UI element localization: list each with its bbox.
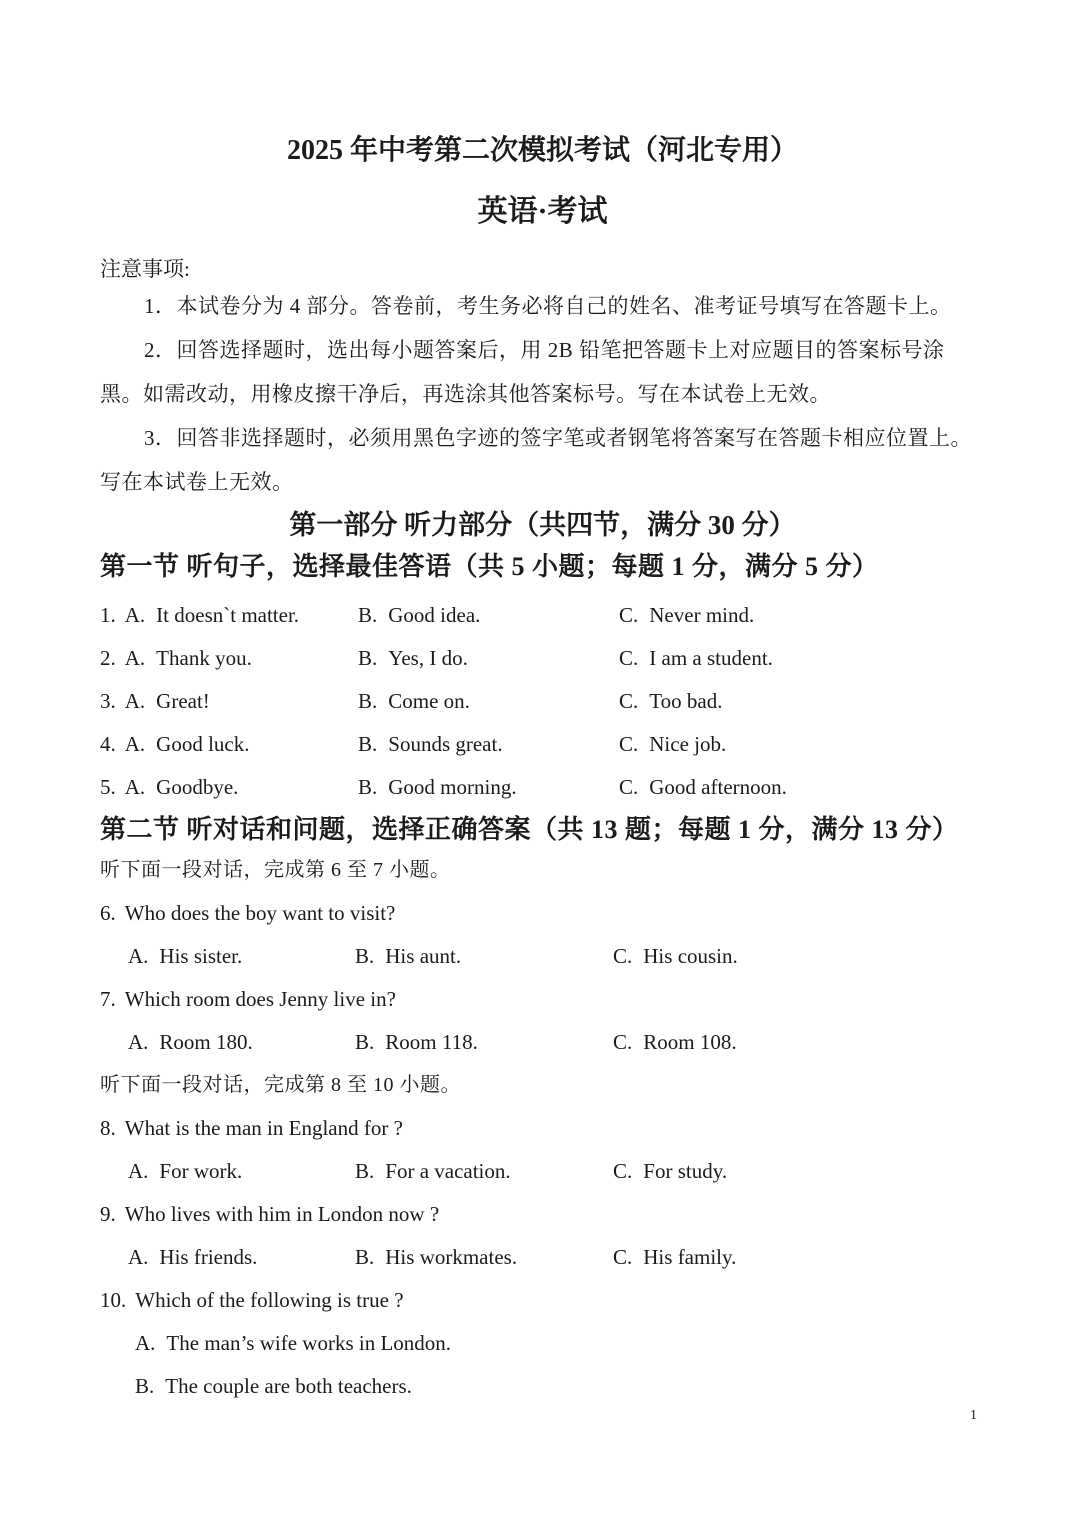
question-3 — [100, 680, 358, 723]
option-text-a: Goodbye. — [156, 775, 239, 799]
option-b — [358, 766, 619, 809]
page-number: 1 — [970, 1408, 977, 1423]
question-number: 1. — [100, 603, 116, 627]
option-text-a: Room 180. — [159, 1030, 253, 1054]
option-label-b: B. — [355, 1030, 375, 1054]
question-number: 5. — [100, 775, 116, 799]
option-label-b: B. — [355, 1245, 375, 1269]
exam-subtitle: 英语·考试 — [477, 195, 608, 228]
option-label-c: C. — [619, 603, 639, 627]
option-label-b: B. — [358, 689, 378, 713]
option-text-c: Good afternoon. — [649, 775, 787, 799]
section1-questions — [100, 594, 985, 809]
option-label-a: A. — [124, 775, 146, 799]
option-text-a: The man’s wife works in London. — [166, 1331, 452, 1355]
listening-instruction-6-7: 听下面一段对话，完成第 6 至 7 小题。 — [100, 859, 451, 881]
option-text-b: For a vacation. — [385, 1159, 511, 1183]
option-label-c: C. — [619, 689, 639, 713]
option-text-c: Never mind. — [649, 603, 755, 627]
option-c — [619, 680, 985, 723]
option-label-b: B. — [355, 944, 375, 968]
notice-item-3: 3．回答非选择题时，必须用黑色字迹的签字笔或者钢笔将答案写在答题卡相应位置上。写在本试卷上无效。 — [100, 426, 972, 494]
option-text-a: It doesn`t matter. — [156, 603, 300, 627]
option-text-b: Yes, I do. — [388, 646, 468, 670]
question-row-4 — [100, 723, 985, 766]
question-10-option-a — [135, 1322, 985, 1365]
option-text-a: For work. — [159, 1159, 243, 1183]
option-label-a: A. — [128, 1159, 149, 1183]
option-label-b: B. — [135, 1374, 155, 1398]
option-label-c: C. — [613, 944, 633, 968]
question-row-5 — [100, 766, 985, 809]
notice-item-1: 1．本试卷分为 4 部分。答卷前，考生务必将自己的姓名、准考证号填写在答题卡上。 — [144, 294, 952, 318]
option-label-c: C. — [619, 646, 639, 670]
question-number: 9. — [100, 1202, 116, 1226]
option-label-a: A. — [128, 944, 149, 968]
option-label-a: A. — [128, 1030, 149, 1054]
option-b — [355, 1021, 613, 1064]
question-number: 10. — [100, 1288, 127, 1312]
question-number: 7. — [100, 987, 116, 1011]
option-b — [358, 680, 619, 723]
question-10-option-b — [135, 1365, 985, 1408]
option-b — [355, 935, 613, 978]
option-text-b: His workmates. — [385, 1245, 518, 1269]
option-label-a: A. — [128, 1245, 149, 1269]
question-number: 2. — [100, 646, 116, 670]
option-c — [613, 1021, 985, 1064]
stem-text: Which of the following is true ? — [135, 1288, 404, 1312]
question-row-3 — [100, 680, 985, 723]
question-6-options — [128, 935, 985, 978]
option-label-b: B. — [358, 646, 378, 670]
option-text-a: Great! — [156, 689, 210, 713]
option-text-a: Thank you. — [156, 646, 252, 670]
question-7-options — [128, 1021, 985, 1064]
part1-heading: 第一部分 听力部分（共四节，满分 30 分） — [289, 510, 796, 540]
option-label-a: A. — [135, 1331, 156, 1355]
option-label-b: B. — [355, 1159, 375, 1183]
option-label-c: C. — [613, 1030, 633, 1054]
option-text-a: His friends. — [159, 1245, 258, 1269]
option-a — [128, 1150, 355, 1193]
option-text-c: His family. — [643, 1245, 737, 1269]
stem-text: Who lives with him in London now ? — [124, 1202, 440, 1226]
stem-text: What is the man in England for ? — [124, 1116, 403, 1140]
notice-section — [100, 254, 985, 504]
option-text-c: I am a student. — [649, 646, 773, 670]
section2-heading: 第二节 听对话和问题，选择正确答案（共 13 题；每题 1 分，满分 13 分） — [100, 815, 959, 844]
option-c — [613, 1236, 985, 1279]
option-text-b: His aunt. — [385, 944, 462, 968]
question-5 — [100, 766, 358, 809]
stem-text: Which room does Jenny live in? — [124, 987, 396, 1011]
notice-item-2: 2．回答选择题时，选出每小题答案后，用 2B 铅笔把答题卡上对应题目的答案标号涂黑。如需改动，用橡皮擦干净后，再选涂其他答案标号。写在本试卷上无效。 — [100, 338, 945, 406]
option-text-b: Come on. — [388, 689, 470, 713]
question-number: 3. — [100, 689, 116, 713]
option-b — [355, 1150, 613, 1193]
option-a — [128, 1236, 355, 1279]
option-label-c: C. — [613, 1245, 633, 1269]
option-text-b: Room 118. — [385, 1030, 478, 1054]
option-label-b: B. — [358, 603, 378, 627]
question-row-1 — [100, 594, 985, 637]
question-number: 8. — [100, 1116, 116, 1140]
option-text-b: The couple are both teachers. — [165, 1374, 412, 1398]
option-b — [358, 723, 619, 766]
option-c — [619, 723, 985, 766]
option-b — [355, 1236, 613, 1279]
question-2 — [100, 637, 358, 680]
option-c — [619, 594, 985, 637]
option-label-a: A. — [124, 603, 146, 627]
question-1 — [100, 594, 358, 637]
question-9-options — [128, 1236, 985, 1279]
exam-title: 2025 年中考第二次模拟考试（河北专用） — [286, 135, 798, 166]
notice-heading: 注意事项: — [100, 257, 190, 281]
option-label-c: C. — [613, 1159, 633, 1183]
option-label-a: A. — [124, 646, 146, 670]
question-number: 6. — [100, 901, 116, 925]
option-text-a: His sister. — [159, 944, 243, 968]
option-text-c: His cousin. — [643, 944, 738, 968]
option-text-b: Sounds great. — [388, 732, 503, 756]
option-text-b: Good morning. — [388, 775, 517, 799]
option-b — [358, 637, 619, 680]
option-label-a: A. — [124, 732, 146, 756]
question-6-stem — [100, 892, 985, 935]
listening-instruction-8-10: 听下面一段对话，完成第 8 至 10 小题。 — [100, 1074, 461, 1096]
option-a — [128, 935, 355, 978]
option-c — [619, 637, 985, 680]
option-text-c: For study. — [643, 1159, 728, 1183]
option-text-b: Good idea. — [388, 603, 481, 627]
question-8-options — [128, 1150, 985, 1193]
option-text-c: Nice job. — [649, 732, 727, 756]
option-label-b: B. — [358, 775, 378, 799]
stem-text: Who does the boy want to visit? — [124, 901, 396, 925]
option-text-a: Good luck. — [156, 732, 250, 756]
question-4 — [100, 723, 358, 766]
option-a — [128, 1021, 355, 1064]
question-row-2 — [100, 637, 985, 680]
question-9-stem — [100, 1193, 985, 1236]
question-number: 4. — [100, 732, 116, 756]
option-label-b: B. — [358, 732, 378, 756]
option-text-c: Too bad. — [649, 689, 723, 713]
option-c — [613, 1150, 985, 1193]
section1-heading: 第一节 听句子，选择最佳答语（共 5 小题；每题 1 分，满分 5 分） — [100, 552, 879, 581]
option-c — [613, 935, 985, 978]
option-label-c: C. — [619, 732, 639, 756]
option-label-c: C. — [619, 775, 639, 799]
question-8-stem — [100, 1107, 985, 1150]
question-10-stem — [100, 1279, 985, 1322]
option-label-a: A. — [124, 689, 146, 713]
question-7-stem — [100, 978, 985, 1021]
option-b — [358, 594, 619, 637]
option-c — [619, 766, 985, 809]
option-text-c: Room 108. — [643, 1030, 737, 1054]
